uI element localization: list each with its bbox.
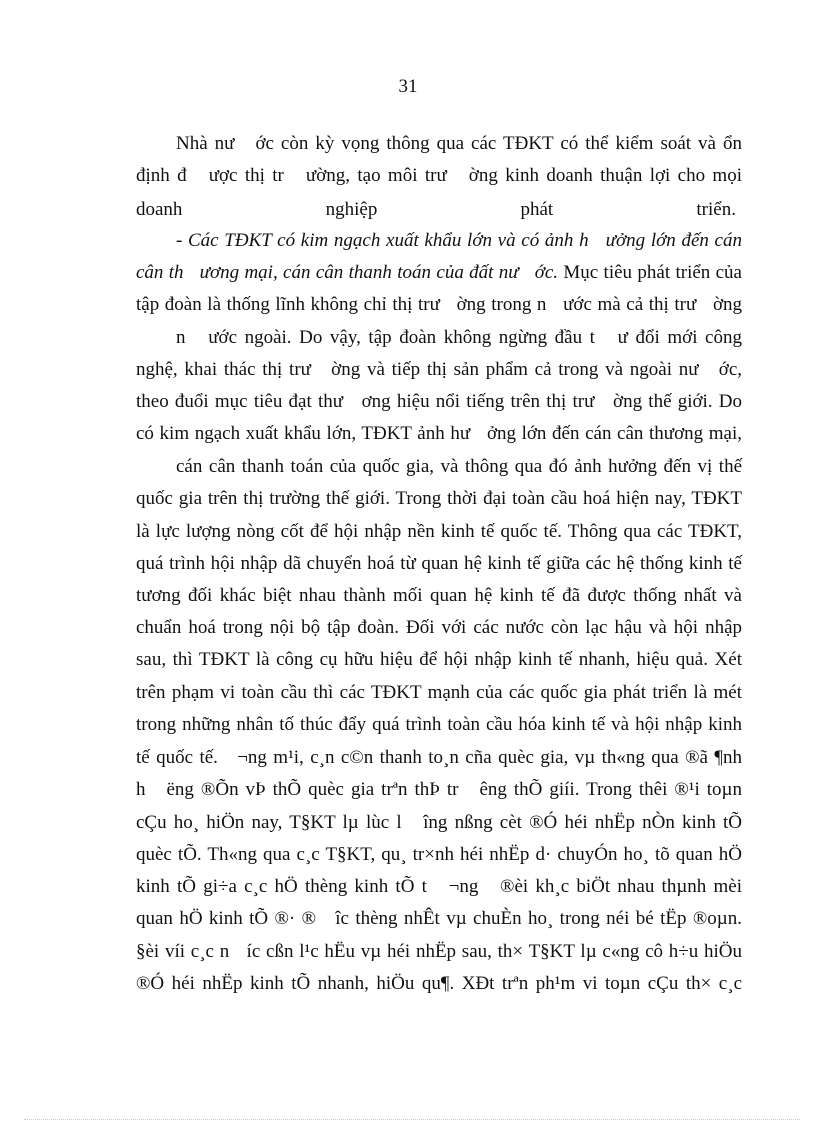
line-text: tế quốc tế. ¬ng m¹i, c¸n c©n thanh to¸n cña quèc gia, vµ th«ng qua ®ã ¶nh <box>136 747 742 768</box>
text-line <box>136 779 742 801</box>
text-line <box>136 359 742 381</box>
line-text: trong những nhân tố thúc đẩy quá trình toàn cầu hóa kinh tế và hội nhập kinh <box>136 714 742 735</box>
line-text: là lực lượng nòng cốt để hội nhập nền kinh tế quốc tế. Thông qua các TĐKT, <box>136 521 742 542</box>
line-text: cán cân thanh toán của quốc gia, và thông qua đó ảnh hưởng đến vị thế <box>176 456 742 477</box>
text-line <box>136 908 742 930</box>
text-line <box>136 585 742 607</box>
text-line <box>136 649 742 671</box>
text-line <box>176 327 742 349</box>
line-text: quốc gia trên thị trường thế giới. Trong thời đại toàn cầu hoá hiện nay, TĐKT <box>136 488 742 509</box>
word: doanh <box>136 199 183 220</box>
line-content <box>136 553 742 575</box>
line-text: - Các TĐKT có kim ngạch xuất khẩu lớn và có ảnh h ưởng lớn đến cán <box>176 230 742 251</box>
line-text: cÇu ho¸ hiÖn nay, T§KT lµ lùc l îng nßng cèt ®Ó héi nhËp nÒn kinh tÕ <box>136 812 742 833</box>
page-number: 31 <box>398 76 418 97</box>
page-bottom-rule <box>24 1119 800 1120</box>
line-text: kinh tÕ gi÷a c¸c hÖ thèng kinh tÕ t ¬ng ®èi kh¸c biÖt nhau thµnh mèi <box>136 876 742 897</box>
word: triển. <box>696 199 736 220</box>
line-content <box>136 844 742 866</box>
text-line <box>136 165 742 187</box>
text-line <box>136 391 742 413</box>
line-text: §èi víi c¸c n íc cßn l¹c hËu vµ héi nhËp sau, th× T§KT lµ c«ng cô h÷u hiÖu <box>136 941 742 962</box>
line-content <box>136 812 742 834</box>
line-content <box>136 876 742 898</box>
text-line <box>136 973 742 995</box>
line-content <box>136 423 742 445</box>
line-text: sau, thì TĐKT là công cụ hữu hiệu để hội nhập kinh tế nhanh, hiệu quả. Xét <box>136 649 742 670</box>
text-line <box>176 230 742 252</box>
line-text: định đ ược thị tr ường, tạo môi trư ờng kinh doanh thuận lợi cho mọi <box>136 165 742 186</box>
line-content <box>136 262 742 284</box>
line-content <box>136 359 742 381</box>
line-text: quèc tÕ. Th«ng qua c¸c T§KT, qu¸ tr×nh héi nhËp d· chuyÓn ho¸ tõ quan hÖ <box>136 844 742 865</box>
line-text: trên phạm vi toàn cầu thì các TĐKT mạnh của các quốc gia phát triển là mét <box>136 682 742 703</box>
word: phát <box>520 199 554 220</box>
line-text: h ëng ®Õn vÞ thÕ quèc gia trªn thÞ tr êng thÕ giíi. Trong thêi ®¹i toµn <box>136 779 742 800</box>
line-text: có kim ngạch xuất khẩu lớn, TĐKT ảnh hư ởng lớn đến cán cân thương mại, <box>136 423 742 444</box>
line-text: nghệ, khai thác thị trư ờng và tiếp thị sản phẩm cả trong và ngoài nư ớc, <box>136 359 742 380</box>
line-content <box>136 391 742 413</box>
text-line <box>176 456 742 478</box>
word: nghiệp <box>325 199 378 220</box>
line-text: ®Ó héi nhËp kinh tÕ nhanh, hiÖu qu¶. XÐt trªn ph¹m vi toµn cÇu th× c¸c <box>136 973 742 994</box>
text-line <box>136 844 742 866</box>
line-content <box>136 714 742 736</box>
text-line <box>136 812 742 834</box>
line-text: theo đuổi mục tiêu đạt thư ơng hiệu nổi tiếng trên thị trư ờng thế giới. Do <box>136 391 742 412</box>
text-line <box>136 521 742 543</box>
line-content <box>136 165 742 187</box>
text-line <box>136 262 742 284</box>
line-content <box>136 682 742 704</box>
text-line <box>136 682 742 704</box>
text-line <box>136 617 742 639</box>
line-content <box>136 973 742 995</box>
line-content <box>176 327 742 349</box>
line-italic: cân th ương mại, cán cân thanh toán của đất nư ớc. <box>136 262 559 283</box>
line-content <box>136 941 742 963</box>
text-line <box>176 133 742 155</box>
text-line <box>136 747 742 769</box>
line-content <box>176 456 742 478</box>
line-text: n ước ngoài. Do vậy, tập đoàn không ngừng đầu t ư đổi mới công <box>176 327 742 348</box>
line-text: Nhà nư ớc còn kỳ vọng thông qua các TĐKT có thể kiểm soát và ổn <box>176 133 742 154</box>
line-content <box>136 521 742 543</box>
line-text: Mục tiêu phát triển của <box>558 262 742 283</box>
line-text: chuẩn hoá trong nội bộ tập đoàn. Đối với các nước còn lạc hậu và hội nhập <box>136 617 742 638</box>
line-content <box>136 617 742 639</box>
line-text: quá trình hội nhập dã chuyển hoá từ quan hệ kinh tế giữa các hệ thống kinh tế <box>136 553 742 574</box>
line-content <box>136 649 742 671</box>
line-text: tập đoàn là thống lĩnh không chỉ thị trư ờng trong n ước mà cả thị trư ờng <box>136 294 742 315</box>
text-line <box>136 876 742 898</box>
text-line <box>136 488 742 510</box>
text-line <box>136 423 742 445</box>
text-line <box>136 553 742 575</box>
line-content <box>136 747 742 769</box>
line-text: quan hÖ kinh tÕ ®· ® îc thèng nhÊt vµ chuÈn ho¸ trong néi bé tËp ®oµn. <box>136 908 742 929</box>
text-line-justified <box>136 199 736 221</box>
text-line <box>136 941 742 963</box>
text-line <box>136 714 742 736</box>
line-content <box>136 488 742 510</box>
line-text: tương đối khác biệt nhau thành mối quan hệ kinh tế đã được thống nhất và <box>136 585 742 606</box>
line-content <box>136 294 742 316</box>
line-content <box>136 908 742 930</box>
line-content <box>136 779 742 801</box>
line-content <box>176 230 742 252</box>
line-content <box>136 585 742 607</box>
text-line <box>136 294 742 316</box>
line-content <box>176 133 742 155</box>
